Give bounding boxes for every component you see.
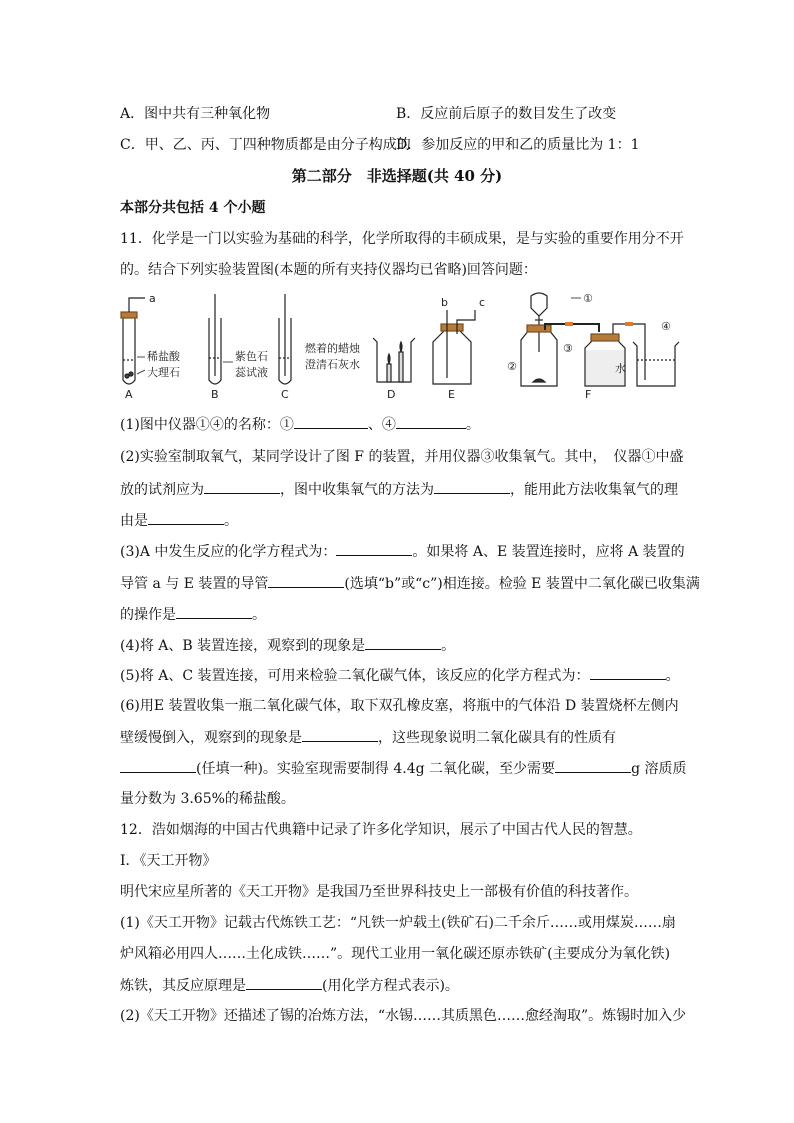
a-reagent-acid: 稀盐酸 [147, 350, 180, 363]
q12-part2-line1: (2)《天工开物》还描述了锡的冶炼方法，“水锡……其质黑色……愈经淘取”。炼锡时加入少 [120, 1008, 687, 1024]
answer-blank[interactable] [590, 665, 666, 680]
q11-part6-line1: (6)用E 装置收集一瓶二氧化碳气体，取下双孔橡皮塞，将瓶中的气体沿 D 装置烧杯左侧内 [120, 698, 679, 714]
caption-d: D [387, 388, 396, 401]
stopper-a [121, 312, 137, 318]
water-label: 水 [615, 362, 626, 375]
answer-blank[interactable] [204, 479, 280, 494]
q12-source-note: 明代宋应星所著的《天工开物》是我国乃至世界科技史上一部极有价值的科技著作。 [120, 884, 638, 900]
separatory-funnel [531, 293, 547, 316]
q12-part1-line3: 炼铁，其反应原理是 (用化学方程式表示)。 [120, 975, 459, 996]
q11-part6-line3: (任填一种)。实验室现需要制得 4.4g 二氧化碳，至少需要 g 溶质质 [120, 758, 686, 779]
answer-blank[interactable] [246, 975, 322, 990]
b-reagent-line2: 蕊试液 [235, 366, 268, 379]
section-note: 本部分共包括 4 个小题 [120, 200, 266, 216]
q11-part3-line1: (3)A 中发生反应的化学方程式为： 。如果将 A、E 装置连接时，应将 A 装置的 [120, 541, 685, 562]
q11-part6-line2: 壁缓慢倒入，观察到的现象是 ，这些现象说明二氧化碳具有的性质有 [120, 727, 616, 748]
num-2: ② [507, 360, 517, 373]
section-title: 第二部分 非选择题(共 40 分) [291, 167, 503, 185]
delivery-tube-a [129, 298, 145, 312]
label-c: c [479, 296, 486, 309]
q11-part2-line2: 放的试剂应为 ，图中收集氧气的方法为 ，能用此方法收集氧气的理 [120, 479, 678, 500]
answer-blank[interactable] [336, 541, 412, 556]
b-reagent-line1: 紫色石 [235, 350, 268, 363]
q11-part1: (1)图中仪器①④的名称：① 、④ 。 [120, 414, 480, 435]
label-b: b [441, 296, 448, 309]
answer-blank[interactable] [148, 510, 224, 525]
a-reagent-marble: 大理石 [147, 366, 180, 379]
beaker-4 [633, 342, 679, 386]
q11-part6-line4: 量分数为 3.65%的稀盐酸。 [120, 791, 295, 807]
answer-blank[interactable] [396, 414, 466, 429]
beaker-d [373, 338, 415, 382]
label-a: a [149, 292, 156, 305]
answer-blank[interactable] [555, 758, 631, 773]
caption-a: A [125, 388, 133, 401]
c-limewater-label: 澄清石灰水 [305, 358, 360, 371]
q11-part3-line3: 的操作是 。 [120, 604, 266, 625]
option-a: A．图中共有三种氧化物 [120, 106, 271, 122]
answer-blank[interactable] [302, 727, 378, 742]
option-b: B．反应前后原子的数目发生了改变 [396, 106, 617, 122]
answer-blank[interactable] [434, 479, 510, 494]
q12-part1-line2: 炉风箱必用四人……土化成铁……”。现代工业用一氧化碳还原赤铁矿(主要成分为氧化铁) [120, 946, 671, 962]
answer-blank[interactable] [365, 635, 441, 650]
q11-part3-line2: 导管 a 与 E 装置的导管 (选填“b”或“c”)相连接。检验 E 装置中二氧化碳已收集满 [120, 573, 700, 594]
apparatus-figure [115, 290, 705, 402]
gas-bottle-e [433, 330, 471, 384]
q12-part1-line1: (1)《天工开物》记载古代炼铁工艺：“凡铁一炉载土(铁矿石)二千余斤……或用煤炭……扇 [120, 915, 676, 931]
answer-blank[interactable] [268, 573, 344, 588]
answer-blank[interactable] [176, 604, 252, 619]
q12-subtitle-1: Ⅰ．《天工开物》 [120, 853, 217, 869]
caption-c: C [281, 388, 289, 401]
answer-blank[interactable] [294, 414, 368, 429]
caption-f: F [585, 388, 592, 401]
q11-intro-line2: 的。结合下列实验装置图(本题的所有夹持仪器均已省略)回答问题： [120, 262, 537, 278]
caption-e: E [448, 388, 455, 401]
q11-intro-line1: 11．化学是一门以实验为基础的科学，化学所取得的丰硕成果，是与实验的重要作用分不开 [120, 231, 684, 247]
answer-blank[interactable] [120, 758, 196, 773]
q11-part4: (4)将 A、B 装置连接，观察到的现象是 。 [120, 635, 455, 656]
num-3: ③ [563, 342, 573, 355]
caption-b: B [211, 388, 219, 401]
q11-part2-line3: 由是 。 [120, 510, 238, 531]
q11-part5: (5)将 A、C 装置连接，可用来检验二氧化碳气体，该反应的化学方程式为： 。 [120, 665, 680, 686]
num-4: ④ [661, 320, 671, 333]
num-1: ① [583, 292, 593, 305]
d-candle-label: 燃着的蜡烛 [305, 342, 360, 355]
option-c: C．甲、乙、丙、丁四种物质都是由分子构成的 [120, 137, 411, 153]
q11-part2-line1: (2)实验室制取氧气，某同学设计了图 F 的装置，并用仪器③收集氧气。其中， 仪器①中盛 [120, 449, 684, 465]
q12-intro: 12．浩如烟海的中国古代典籍中记录了许多化学知识，展示了中国古代人民的智慧。 [120, 822, 642, 838]
option-d: D．参加反应的甲和乙的质量比为 1：1 [396, 137, 640, 153]
